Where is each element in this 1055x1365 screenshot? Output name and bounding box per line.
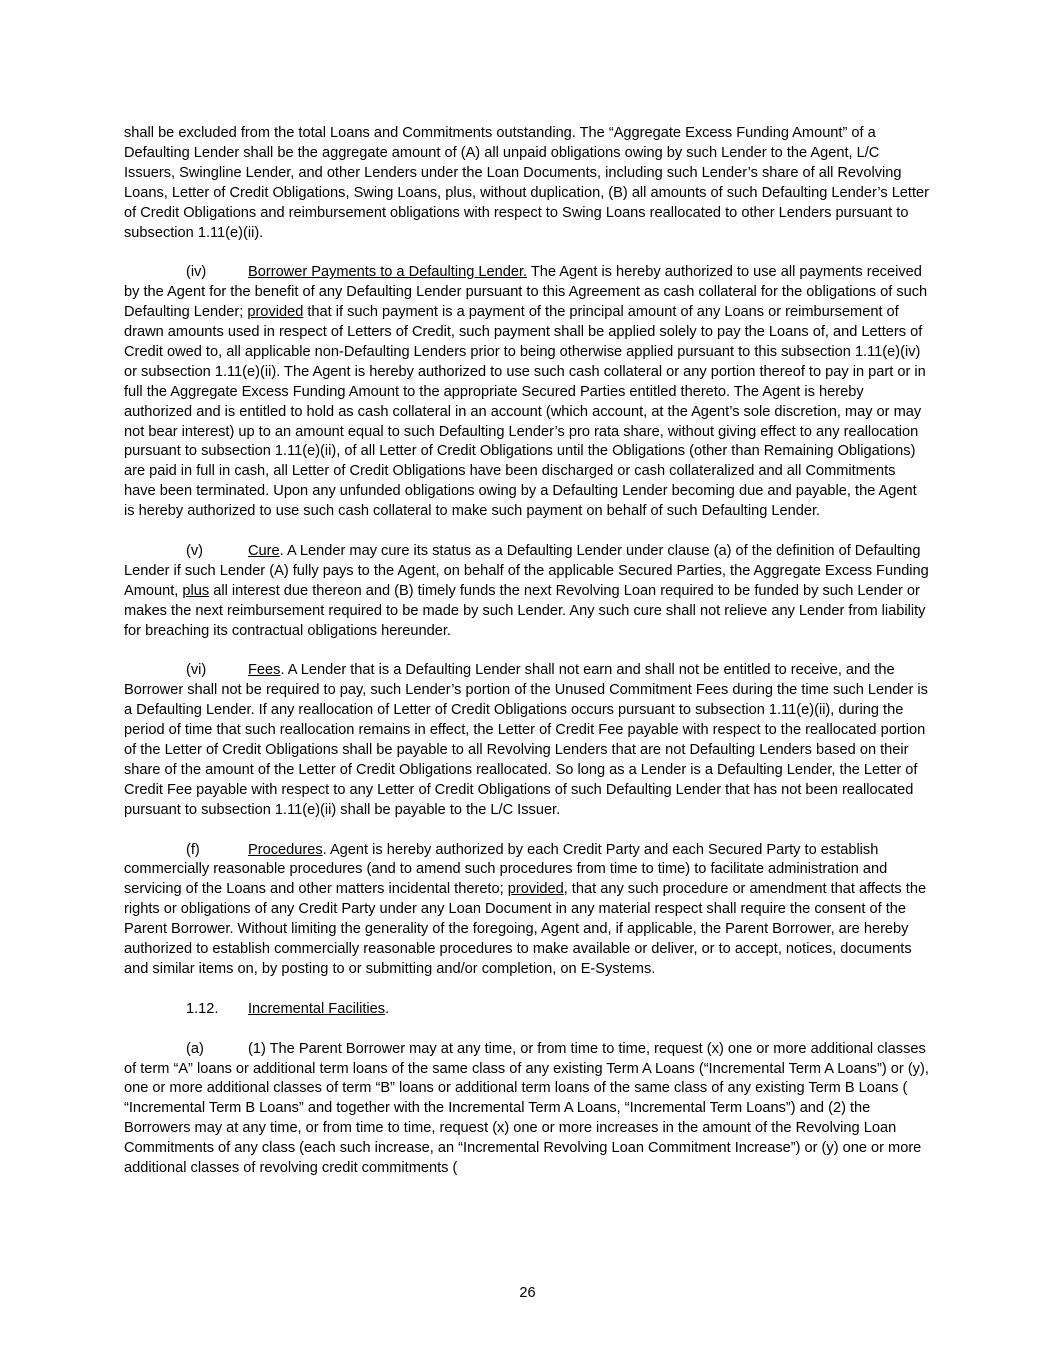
section-number: (v) — [186, 543, 204, 559]
section-heading: Borrower Payments to a Defaulting Lender. — [248, 264, 528, 281]
heading-suffix: . — [385, 1000, 390, 1017]
section-f-paragraph — [124, 841, 930, 980]
section-text: The Agent is hereby authorized to use all payments received by the Agent for the benefit of any Defaulting Lender pursuant to this Agreement as cash collateral for the obligations of such Defaulting Lender; — [124, 264, 928, 321]
continuation-paragraph — [124, 124, 930, 243]
section-text: , that any such procedure or amendment that affects the rights or obligations of any Credit Party under any Loan Document in any material respect shall require the consent of the Parent Borrower. Without limiting the generality of the foregoing, Agent and, if applicable, the Parent Borrower, are hereby authorized to establish commercially reasonable procedures to make available or deliver, or to accept, notices, documents and similar items on, by posting to or submitting and/or completion, on E-Systems. — [124, 881, 927, 977]
section-text: . A Lender that is a Defaulting Lender shall not earn and shall not be entitled to receive, and the Borrower shall not be required to pay, such Lender’s portion of the Unused Commitment Fees during the time such Lender is a Defaulting Lender. If any reallocation of Letter of Credit Obligations occurs pursuant to subsection 1.11(e)(ii), during the period of time that such reallocation remains in effect, the Letter of Credit Fee payable with respect to the reallocated portion of the Letter of Credit Obligations shall be payable to all Revolving Lenders that are not Defaulting Lenders based on their share of the amount of the Letter of Credit Obligations reallocated. So long as a Lender is a Defaulting Lender, the Letter of Credit Fee payable with respect to any Letter of Credit Obligations of such Defaulting Lender that has not been reallocated pursuant to subsection 1.11(e)(ii) shall be payable to the L/C Issuer. — [124, 662, 928, 818]
inline-underlined: provided — [247, 304, 304, 321]
section-number: (vi) — [186, 662, 207, 679]
section-text: . Agent is hereby authorized by each Credit Party and each Secured Party to establish commercially reasonable procedures (and to amend such procedures from time to time) to facilitate administration and servicing of the Loans and other matters incidental thereto; — [124, 841, 888, 898]
section-text: . A Lender may cure its status as a Defaulting Lender under clause (a) of the definition of Defaulting Lender if such Lender (A) fully pays to the Agent, on behalf of the applicable Secured Parties, the Aggregate Excess Funding Amount, — [124, 543, 929, 599]
section-heading: Incremental Facilities — [248, 1000, 386, 1017]
subsection-a-paragraph — [124, 1040, 930, 1179]
section-number: 1.12. — [186, 1000, 219, 1017]
section-v-paragraph — [124, 542, 930, 642]
section-number: (a) — [186, 1040, 204, 1057]
section-text: that if such payment is a payment of the principal amount of any Loans or reimbursement of drawn amounts used in respect of Letters of Credit, such payment shall be applied solely to pay the Loans of, and Letters of Credit owed to, all applicable non-Defaulting Lenders prior to being otherwise applied pursuant to this subsection 1.11(e)(iv) or subsection 1.11(e)(ii). The Agent is hereby authorized to use such cash collateral or any portion thereof to pay in part or in full the Aggregate Excess Funding Amount to the appropriate Secured Parties entitled thereto. The Agent is hereby authorized and is entitled to hold as cash collateral in an account (which account, at the Agent’s sole discretion, may or may not bear interest) up to an amount equal to such Defaulting Lender’s pro rata share, without giving effect to any reallocation pursuant to subsection 1.11(e)(ii), of all Letter of Credit Obligations until the Obligations (other than Remaining Obligations) are paid in full in cash, all Letter of Credit Obligations have been discharged or cash collateralized and all Commitments have been terminated. Upon any unfunded obligations owing by a Defaulting Lender becoming due and payable, the Agent is hereby authorized to use such cash collateral to make such payment on behalf of such Defaulting Lender. — [124, 304, 926, 520]
section-heading: Cure — [248, 543, 280, 559]
section-heading: Procedures — [248, 841, 323, 858]
document-body — [124, 124, 930, 1199]
section-text: all interest due thereon and (B) timely funds the next Revolving Loan required to be funded by such Lender or makes the next reimbursement required to be made by such Lender. Any such cure shall not relieve any Lender from liability for breaching its contractual obligations hereunder. — [124, 582, 926, 639]
section-heading: Fees — [248, 662, 281, 679]
section-1-12-heading — [124, 1000, 930, 1020]
continuation-text: shall be excluded from the total Loans and Commitments outstanding. The “Aggregate Excess Funding Amount” of a Defaulting Lender shall be the aggregate amount of (A) all unpaid obligations owing by such Lender to the Agent, L/C Issuers, Swingline Lender, and other Lenders under the Loan Documents, including such Lender’s share of all Revolving Loans, Letter of Credit Obligations, Swing Loans, plus, without duplication, (B) all amounts of such Defaulting Lender’s Letter of Credit Obligations and reimbursement obligations with respect to Swing Loans reallocated to other Lenders pursuant to subsection 1.11(e)(ii). — [124, 125, 930, 241]
inline-underlined: provided — [507, 881, 564, 898]
section-iv-paragraph — [124, 263, 930, 522]
section-text: (1) The Parent Borrower may at any time, or from time to time, request (x) one or more additional classes of term “A” loans or additional term loans of the same class of any existing Term A Loans (“Incremental Term A Loans”) or (y), one or more additional classes of term “B” loans or additional term loans of the same class of any existing Term B Loans ( “Incremental Term B Loans” and together with the Incremental Term A Loans, “Incremental Term Loans”) and (2) the Borrowers may at any time, or from time to time, request (x) one or more increases in the amount of the Revolving Loan Commitments of any class (each such increase, an “Incremental Revolving Loan Commitment Increase”) or (y) one or more additional classes of revolving credit commitments ( — [124, 1040, 929, 1177]
section-number: (iv) — [186, 264, 207, 281]
section-vi-paragraph — [124, 661, 930, 820]
section-number: (f) — [186, 841, 200, 858]
page-number: 26 — [519, 1285, 536, 1301]
inline-underlined: plus — [182, 582, 210, 599]
